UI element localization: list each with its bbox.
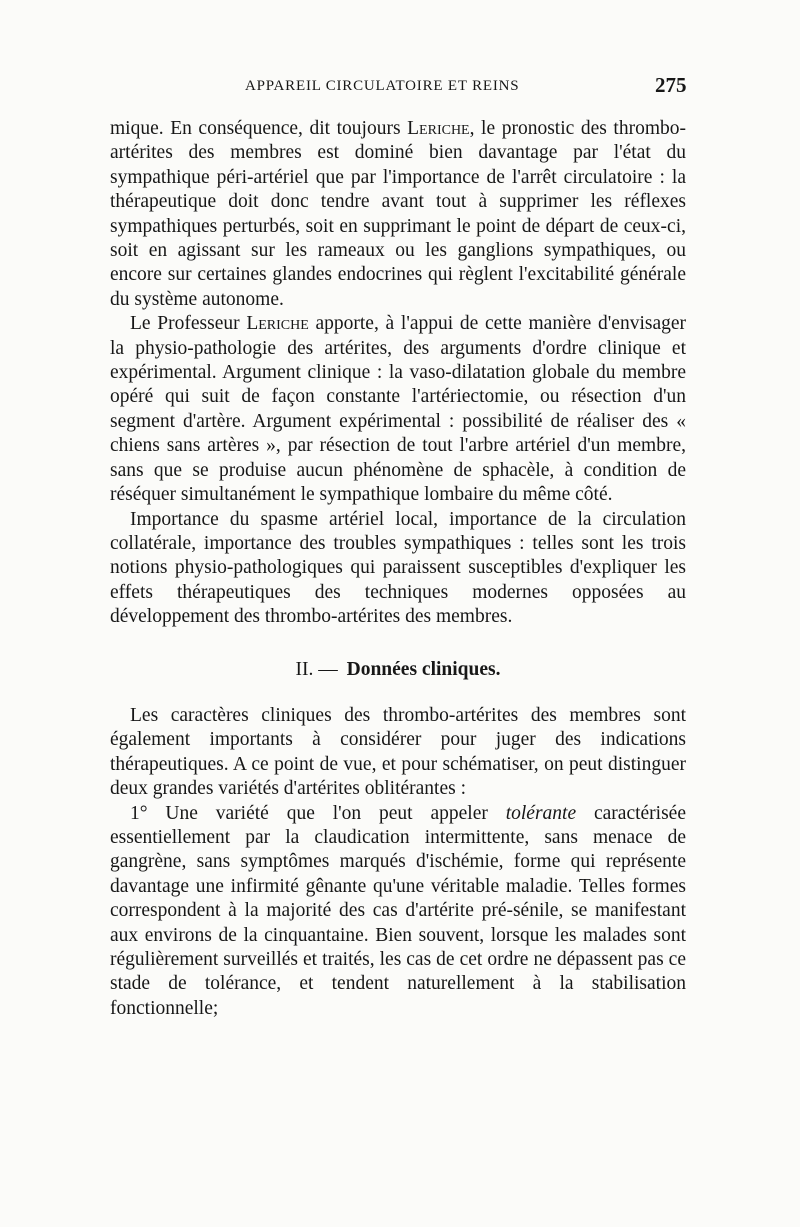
paragraph-tolerant-variety: 1° Une variété que l'on peut appeler tolérante caractérisée essentiellement par la claudication intermittente, sans menace de gangrène, sans symptômes marqués d'ischémie, forme qui représente davantage une infirmité gênante qu'une véritable maladie. Telles formes correspondent à la majorité des cas d'artérite pré-sénile, se manifestant aux environs de la cinquantaine. Bien souvent, lorsque les malades sont régulièrement surveillés et traités, les cas de cet ordre ne dépassent pas ce stade de tolérance, et tendent naturellement à la stabilisation fonctionnelle;: [110, 802, 686, 1019]
paragraph-clinical-characters: Les caractères cliniques des thrombo-artérites des membres sont également importants à considérer pour juger des indications thérapeutiques. A ce point de vue, et pour schématiser, on peut distinguer deux grandes variétés d'artérites oblitérantes :: [110, 704, 686, 800]
page-number: 275: [655, 73, 687, 97]
author-name: Leriche: [407, 118, 470, 139]
italic-term: tolérante: [505, 802, 577, 824]
body-text: [110, 117, 686, 1021]
section-number: II. —: [295, 658, 338, 680]
section-title: Données cliniques.: [346, 658, 501, 680]
paragraph-leriche-arguments: Le Professeur Leriche apporte, à l'appui de cette manière d'envisager la physio-pathologie des artérites, des arguments d'ordre clinique et expérimental. Argument clinique : la vaso-dilatation globale du membre opéré qui suit de façon constante l'artériectomie, ou résection d'un segment d'artère. Argument expérimental : possibilité de réaliser des « chiens sans artères », par résection de tout l'arbre artériel d'un membre, sans que se produise aucun phénomène de sphacèle, à condition de réséquer simultanément le sympathique lombaire du même côté.: [110, 313, 686, 506]
paragraph-importance: Importance du spasme artériel local, importance de la circulation collatérale, importance des troubles sympathiques : telles sont les trois notions physio-pathologiques qui paraissent susceptibles d'expliquer les effets thérapeutiques des techniques modernes opposées au développement des thrombo-artérites des membres.: [110, 508, 686, 628]
author-name: Leriche: [246, 313, 309, 335]
running-head: APPAREIL CIRCULATOIRE ET REINS: [245, 78, 520, 94]
section-heading: [110, 658, 686, 682]
paragraph-continuation: mique. En conséquence, dit toujours Leriche, le pronostic des thrombo-artérites des membres est dominé bien davantage par l'état du sympathique péri-artériel que par l'importance de l'arrêt circulatoire : la thérapeutique doit donc tendre avant tout à supprimer les réflexes sympathiques perturbés, soit en supprimant le point de départ de ceux-ci, soit en agissant sur les rameaux ou les ganglions sympathiques, ou encore sur certaines glandes endocrines qui règlent l'excitabilité générale du système autonome.: [110, 118, 686, 310]
